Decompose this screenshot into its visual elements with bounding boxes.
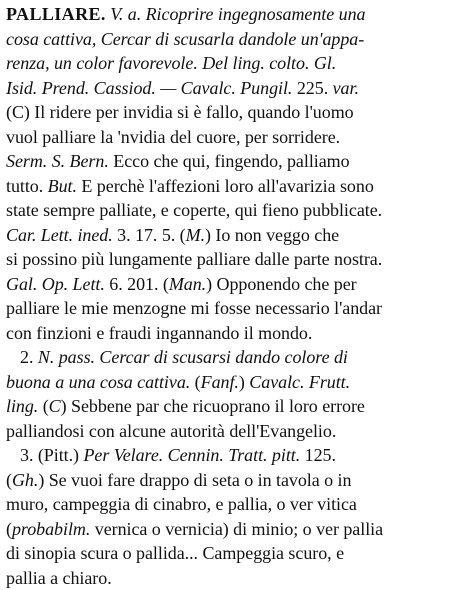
body-text: ) Opponendo che per <box>206 274 357 294</box>
italic-text: N. pass. Cercar di scusarsi dando colore di <box>38 347 348 367</box>
italic-text: M. <box>186 225 205 245</box>
body-text: vernica o vernicia) di minio; o ver pallia <box>90 519 383 539</box>
italic-text: Gh. <box>12 470 38 490</box>
italic-text: But. <box>48 176 77 196</box>
entry-line <box>6 100 463 125</box>
entry-line <box>6 492 463 517</box>
body-text: ( <box>38 396 48 416</box>
body-text: 125. <box>300 445 336 465</box>
body-text: pallia a chiaro. <box>6 568 112 588</box>
entry-line <box>6 370 463 395</box>
body-text: Ecco che qui, fingendo, palliamo <box>109 151 350 171</box>
body-text: 3. 17. 5. ( <box>113 225 186 245</box>
italic-text: var. <box>333 78 359 98</box>
body-text: ) Io non veggo che <box>205 225 339 245</box>
entry-line <box>6 2 463 27</box>
italic-text: Serm. S. Bern. <box>6 151 109 171</box>
italic-text: Cavalc. Frutt. <box>249 372 350 392</box>
entry-line <box>6 345 463 370</box>
entry-line <box>6 272 463 297</box>
italic-text: ling. <box>6 396 38 416</box>
entry-line <box>6 517 463 542</box>
entry-line <box>6 566 463 590</box>
italic-text: cosa cattiva, Cercar di scusarla dandole un'appa- <box>6 29 364 49</box>
entry-line <box>6 149 463 174</box>
body-text: tutto. <box>6 176 48 196</box>
body-text: di sinopia scura o pallida... Campeggia scuro, e <box>6 543 344 563</box>
italic-text: renza, un color favorevole. Del ling. colto. Gl. <box>6 53 336 73</box>
body-text: 2. <box>20 347 38 367</box>
body-text: ) Sebbene par che ricuoprano il loro errore <box>61 396 365 416</box>
body-text: palliandosi con alcune autorità dell'Evangelio. <box>6 421 336 441</box>
body-text: 225. <box>292 78 332 98</box>
body-text: 6. 201. ( <box>105 274 169 294</box>
entry-line <box>6 247 463 272</box>
entry-line <box>6 541 463 566</box>
body-text: si possino più lungamente palliare dalle parte nostra. <box>6 249 382 269</box>
body-text: con finzioni e fraudi ingannando il mondo. <box>6 323 312 343</box>
italic-text: Fanf. <box>201 372 239 392</box>
entry-line <box>6 223 463 248</box>
italic-text: probabilm. <box>12 519 90 539</box>
body-text: 3. (Pitt.) <box>20 445 83 465</box>
body-text: ( <box>6 519 12 539</box>
body-text: palliare le mie menzogne mi fosse necessario l'andar <box>6 298 382 318</box>
body-text: ( <box>6 470 12 490</box>
body-text: ( <box>190 372 200 392</box>
entry-line <box>6 174 463 199</box>
italic-text: Per Velare. Cennin. Tratt. pitt. <box>83 445 300 465</box>
italic-text: Car. Lett. ined. <box>6 225 113 245</box>
entry-line <box>6 27 463 52</box>
entry-line <box>6 468 463 493</box>
body-text: E perchè l'affezioni loro all'avarizia sono <box>77 176 374 196</box>
italic-text: buona a una cosa cattiva. <box>6 372 190 392</box>
body-text: state sempre palliate, e coperte, qui fieno pubblicate. <box>6 200 382 220</box>
italic-text: Man. <box>169 274 206 294</box>
entry-line <box>6 443 463 468</box>
body-text: ) <box>239 372 249 392</box>
entry-line <box>6 125 463 150</box>
body-text: (C) Il ridere per invidia si è fallo, quando l'uomo <box>6 102 354 122</box>
entry-line <box>6 321 463 346</box>
body-text: muro, campeggia di cinabro, e pallia, o ver vitica <box>6 494 357 514</box>
entry-line <box>6 419 463 444</box>
italic-text: V. a. Ricoprire ingegnosamente una <box>106 4 366 24</box>
italic-text: Isid. Prend. Cassiod. — Cavalc. Pungil. <box>6 78 292 98</box>
entry-line <box>6 198 463 223</box>
body-text: vuol palliare la 'nvidia del cuore, per sorridere. <box>6 127 340 147</box>
headword: PALLIARE. <box>6 4 106 24</box>
entry-line <box>6 51 463 76</box>
italic-text: C <box>49 396 61 416</box>
body-text: ) Se vuoi fare drappo di seta o in tavola o in <box>38 470 351 490</box>
entry-line <box>6 296 463 321</box>
entry-line <box>6 394 463 419</box>
italic-text: Gal. Op. Lett. <box>6 274 105 294</box>
entry-line <box>6 76 463 101</box>
